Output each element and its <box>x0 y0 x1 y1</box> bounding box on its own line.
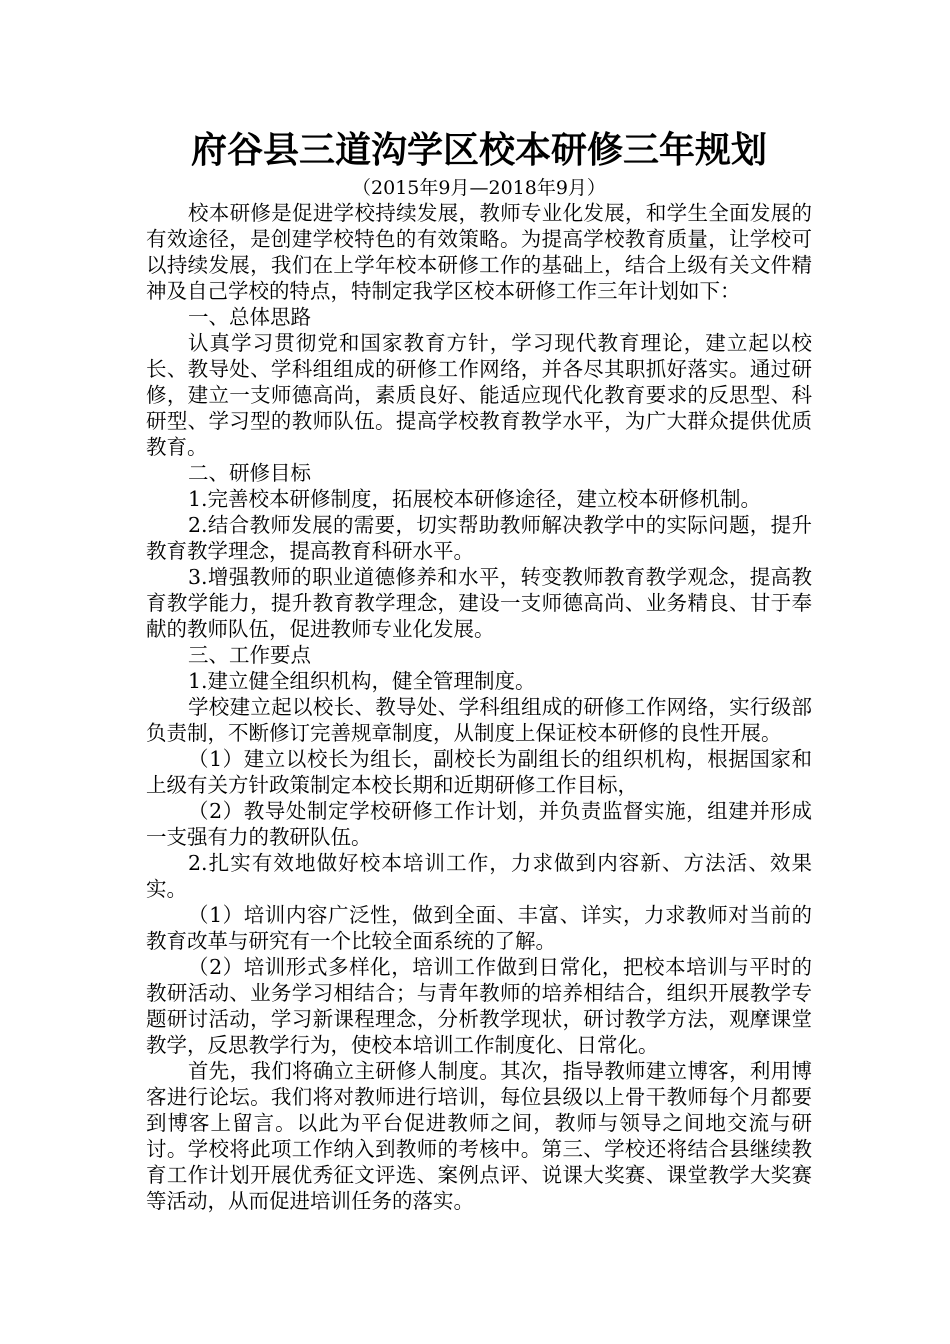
keypoint-subitem: （1）建立以校长为组长，副校长为副组长的组织机构，根据国家和上级有关方针政策制定本校长期和近期研修工作目标， <box>146 747 812 797</box>
section-heading-keypoints: 三、工作要点 <box>188 643 311 667</box>
keypoint-heading: 2.扎实有效地做好校本培训工作，力求做到内容新、方法活、效果实。 <box>146 851 812 901</box>
goal-item: 3.增强教师的职业道德修养和水平，转变教师教育教学观念，提高教育教学能力，提升教育教学理念，建设一支师德高尚、业务精良、甘于奉献的教师队伍，促进教师专业化发展。 <box>146 565 812 641</box>
document-title: 府谷县三道沟学区校本研修三年规划 <box>190 130 767 171</box>
document-subtitle: （2015年9月—2018年9月） <box>352 177 606 199</box>
keypoint-subitem: （1）培训内容广泛性，做到全面、丰富、详实，力求教师对当前的教育改革与研究有一个比较全面系统的了解。 <box>146 903 812 953</box>
section-heading-overall: 一、总体思路 <box>188 305 311 329</box>
keypoint-heading: 1.建立健全组织机构，健全管理制度。 <box>188 669 536 693</box>
goal-item: 2.结合教师发展的需要，切实帮助教师解决教学中的实际问题，提升教育教学理念，提高教育科研水平。 <box>146 513 812 563</box>
keypoint-body: 学校建立起以校长、教导处、学科组组成的研修工作网络，实行级部负责制，不断修订完善规章制度，从制度上保证校本研修的良性开展。 <box>146 695 812 745</box>
section-heading-goals: 二、研修目标 <box>188 461 311 485</box>
keypoint-body: 首先，我们将确立主研修人制度。其次，指导教师建立博客，利用博客进行论坛。我们将对教师进行培训，每位县级以上骨干教师每个月都要到博客上留言。以此为平台促进教师之间，教师与领导之间地交流与研讨。学校将此项工作纳入到教师的考核中。第三、学校还将结合县继续教育工作计划开展优秀征文评选、案例点评、说课大奖赛、课堂教学大奖赛等活动，从而促进培训任务的落实。 <box>146 1059 812 1213</box>
goal-item: 1.完善校本研修制度，拓展校本研修途径，建立校本研修机制。 <box>188 487 762 511</box>
keypoint-subitem: （2）教导处制定学校研修工作计划，并负责监督实施，组建并形成一支强有力的教研队伍。 <box>146 799 812 849</box>
keypoint-subitem: （2）培训形式多样化，培训工作做到日常化，把校本培训与平时的教研活动、业务学习相结合；与青年教师的培养相结合，组织开展教学专题研讨活动，学习新课程理念，分析教学现状，研讨教学方法，观摩课堂教学，反思教学行为，使校本培训工作制度化、日常化。 <box>146 955 812 1057</box>
document-page <box>146 126 812 1214</box>
intro-paragraph: 校本研修是促进学校持续发展，教师专业化发展，和学生全面发展的有效途径，是创建学校特色的有效策略。为提高学校教育质量，让学校可以持续发展，我们在上学年校本研修工作的基础上，结合上级有关文件精神及自己学校的特点，特制定我学区校本研修工作三年计划如下： <box>146 201 812 303</box>
section-body-overall: 认真学习贯彻党和国家教育方针，学习现代教育理论，建立起以校长、教导处、学科组组成的研修工作网络，并各尽其职抓好落实。通过研修，建立一支师德高尚，素质良好、能适应现代化教育要求的反思型、科研型、学习型的教师队伍。提高学校教育教学水平，为广大群众提供优质教育。 <box>146 331 812 459</box>
